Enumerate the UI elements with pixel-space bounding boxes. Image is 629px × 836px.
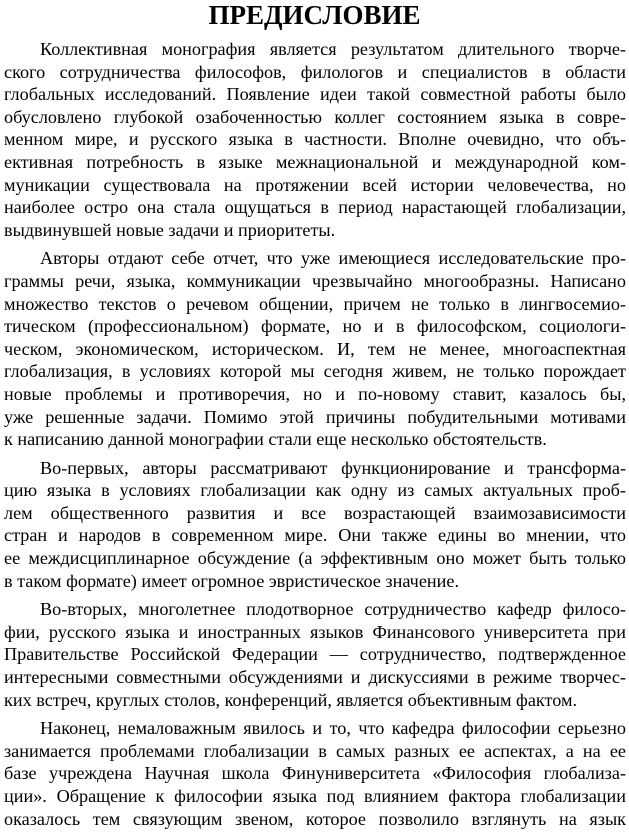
page-title: ПРЕДИСЛОВИЕ [208, 0, 421, 30]
text-line: базе учреждена Научная школа Финуниверситета «Философия глобализа- [4, 763, 626, 784]
text-line: глобальных исследований. Появление идеи такой совместной работы было [4, 84, 626, 105]
text-line: Во-первых, авторы рассматривают функционирование и трансформа- [40, 457, 626, 478]
text-line: к написанию данной монографии стали еще несколько обстоятельств. [4, 429, 547, 450]
text-line: интересными совместными обсуждениями и дискуссиями в режиме творчес- [4, 667, 626, 688]
text-line: Наконец, немаловажным явилось и то, что кафедра философии серьезно [40, 718, 626, 739]
text-line: граммы речи, языка, коммуникации чрезвычайно многообразны. Написано [4, 270, 626, 291]
text-line: Правительстве Российской Федерации — сотрудничество, подтвержденное [4, 644, 626, 665]
text-line: лем общественного развития и все возрастающей взаимозависимости [4, 502, 626, 523]
text-line: тическом (профессиональном) формате, но и в философском, социологи- [4, 316, 626, 337]
text-line: ции». Обращение к философии языка под влиянием фактора глобализации [4, 786, 626, 806]
text-line: фии, русского языка и иностранных языков Финансового университета при [4, 621, 626, 642]
paragraph [4, 598, 626, 711]
text-line: муникации существовала на протяжении всей истории человечества, но [4, 174, 626, 195]
text-line: оказалось тем связующим звеном, которое позволило взглянуть на язык [4, 808, 626, 829]
text-line: в таком формате) имеет огромное эвристическое значение. [4, 570, 459, 591]
paragraph [4, 717, 626, 830]
text-line: множество текстов о речевом общении, причем не только в лингвосемио- [4, 293, 626, 314]
text-line: Авторы отдают себе отчет, что уже имеющиеся исследовательские про- [40, 248, 626, 269]
text-line: обусловлено глубокой озабоченностью коллег состоянием языка в совре- [4, 106, 626, 127]
text-line: новые проблемы и противоречия, но и по-новому ставит, казалось бы, [4, 383, 626, 404]
text-line: Коллективная монография является результатом длительного творче- [40, 39, 626, 59]
text-line: Во-вторых, многолетнее плодотворное сотрудничество кафедр филосо- [40, 599, 626, 620]
text-line: глобализация, в условиях которой мы сегодня живем, не только порождает [4, 361, 626, 382]
text-line: выдвинувшей новые задачи и приоритеты. [4, 219, 336, 240]
text-line: занимается проблемами глобализации в самых разных ее аспектах, а на ее [4, 740, 626, 761]
text-line: ее междисциплинарное обсуждение (а эффективным оно может быть только [4, 548, 626, 569]
document-body [4, 38, 626, 836]
text-line: ческом, экономическом, историческом. И, тем не менее, многоаспектная [4, 338, 626, 359]
text-line: менном мире, и русского языка в частности. Вполне очевидно, что объ- [4, 129, 626, 150]
text-line: ективная потребность в языке межнациональной и международной ком- [4, 151, 626, 172]
paragraph [4, 247, 626, 450]
text-line: ского сотрудничества философов, филологов и специалистов в области [4, 61, 626, 82]
text-line: цию языка в условиях глобализации как одну из самых актуальных проб- [4, 480, 626, 501]
paragraph [4, 457, 626, 593]
text-line: уже решенные задачи. Помимо этой причины побудительными мотивами [4, 406, 626, 427]
text-line: наиболее остро она стала ощущаться в период нарастающей глобализации, [4, 197, 626, 218]
text-line: стран и народов в современном мире. Они также едины во мнении, что [4, 525, 626, 546]
text-line: ких встреч, круглых столов, конференций, является объективным фактом. [4, 689, 578, 710]
paragraph [4, 38, 626, 241]
